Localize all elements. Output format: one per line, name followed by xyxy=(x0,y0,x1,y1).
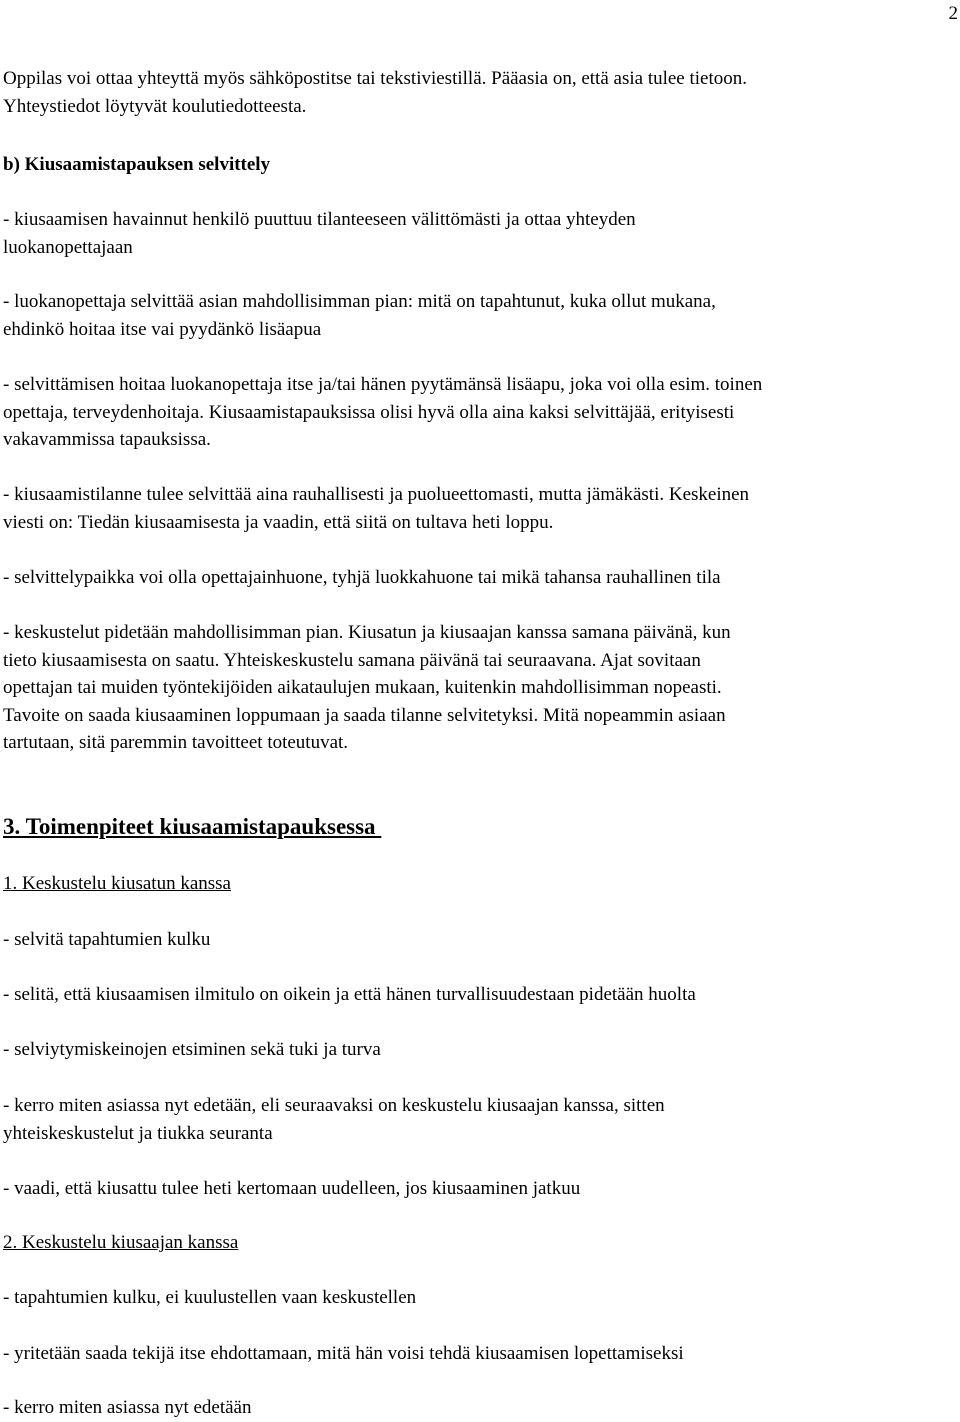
text-line: opettaja, terveydenhoitaja. Kiusaamistapauksissa olisi hyvä olla aina kaksi selvittäjää, erityisesti xyxy=(3,401,735,423)
section-b-heading: b) Kiusaamistapauksen selvittely xyxy=(3,154,271,175)
list-item xyxy=(3,1394,958,1422)
list-item xyxy=(3,1092,958,1147)
text-line: Oppilas voi ottaa yhteyttä myös sähköpostitse tai tekstiviestillä. Pääasia on, että asia tulee tietoon. xyxy=(3,68,748,89)
text-line: - tapahtumien kulku, ei kuulustellen vaan keskustellen xyxy=(3,1287,417,1308)
paragraph xyxy=(3,619,958,757)
text-line: tartutaan, sitä paremmin tavoitteet toteutuvat. xyxy=(3,732,349,753)
list-item xyxy=(3,1175,958,1203)
text-line: - kerro miten asiassa nyt edetään xyxy=(3,1397,252,1418)
paragraph xyxy=(3,371,958,454)
list-item xyxy=(3,1284,958,1312)
text-line: - kerro miten asiassa nyt edetään, eli seuraavaksi on keskustelu kiusaajan kanssa, sitten xyxy=(3,1095,665,1116)
text-line: - kiusaamistilanne tulee selvittää aina rauhallisesti ja puolueettomasti, mutta jämäkästi. Keskeinen xyxy=(3,484,750,505)
paragraph xyxy=(3,564,958,592)
list-item xyxy=(3,926,958,954)
subsection-1-heading: 1. Keskustelu kiusatun kanssa xyxy=(3,873,231,894)
list-item xyxy=(3,981,958,1009)
paragraph xyxy=(3,288,958,343)
list-item xyxy=(3,1340,958,1368)
text-line: luokanopettajaan xyxy=(3,236,133,258)
paragraph xyxy=(3,206,958,261)
text-line: - selitä, että kiusaamisen ilmitulo on oikein ja että hänen turvallisuudestaan pidetään huolta xyxy=(3,984,696,1005)
text-line: opettajan tai muiden työntekijöiden aikataulujen mukaan, kuitenkin mahdollisimman nopeasti. xyxy=(3,677,722,698)
text-line: - kiusaamisen havainnut henkilö puuttuu tilanteeseen välittömästi ja ottaa yhteyden xyxy=(3,209,636,230)
text-line: - luokanopettaja selvittää asian mahdollisimman pian: mitä on tapahtunut, kuka ollut mukana, xyxy=(3,291,716,312)
page-number: 2 xyxy=(948,3,958,24)
text-line: Tavoite on saada kiusaaminen loppumaan ja saada tilanne selvitetyksi. Mitä nopeammin asiaan xyxy=(3,704,726,726)
list-item xyxy=(3,1036,958,1064)
text-line: - keskustelut pidetään mahdollisimman pian. Kiusatun ja kiusaajan kanssa samana päivänä, kun xyxy=(3,622,731,643)
text-line: viesti on: Tiedän kiusaamisesta ja vaadin, että siitä on tultava heti loppu. xyxy=(3,511,554,533)
text-line: - selvittämisen hoitaa luokanopettaja itse ja/tai hänen pyytämänsä lisäapu, joka voi olla esim. toinen xyxy=(3,374,763,395)
section-3-heading: 3. Toimenpiteet kiusaamistapauksessa xyxy=(3,814,382,839)
text-line: Yhteystiedot löytyvät koulutiedotteesta. xyxy=(3,95,307,117)
text-line: ehdinkö hoitaa itse vai pyydänkö lisäapua xyxy=(3,318,322,340)
text-line: yhteiskeskustelut ja tiukka seuranta xyxy=(3,1122,273,1144)
subsection-2-heading: 2. Keskustelu kiusaajan kanssa xyxy=(3,1232,239,1253)
text-line: tieto kiusaamisesta on saatu. Yhteiskeskustelu samana päivänä tai seuraavana. Ajat sovitaan xyxy=(3,649,701,671)
paragraph xyxy=(3,481,958,536)
text-line: - selviytymiskeinojen etsiminen sekä tuki ja turva xyxy=(3,1039,381,1060)
text-line: - vaadi, että kiusattu tulee heti kertomaan uudelleen, jos kiusaaminen jatkuu xyxy=(3,1178,581,1199)
text-line: - selvittelypaikka voi olla opettajainhuone, tyhjä luokkahuone tai mikä tahansa rauhallinen tila xyxy=(3,567,721,588)
text-line: vakavammissa tapauksissa. xyxy=(3,429,211,450)
text-line: - yritetään saada tekijä itse ehdottamaan, mitä hän voisi tehdä kiusaamisen lopettamiseksi xyxy=(3,1343,684,1364)
intro-paragraph xyxy=(3,65,958,120)
text-line: - selvitä tapahtumien kulku xyxy=(3,929,211,950)
